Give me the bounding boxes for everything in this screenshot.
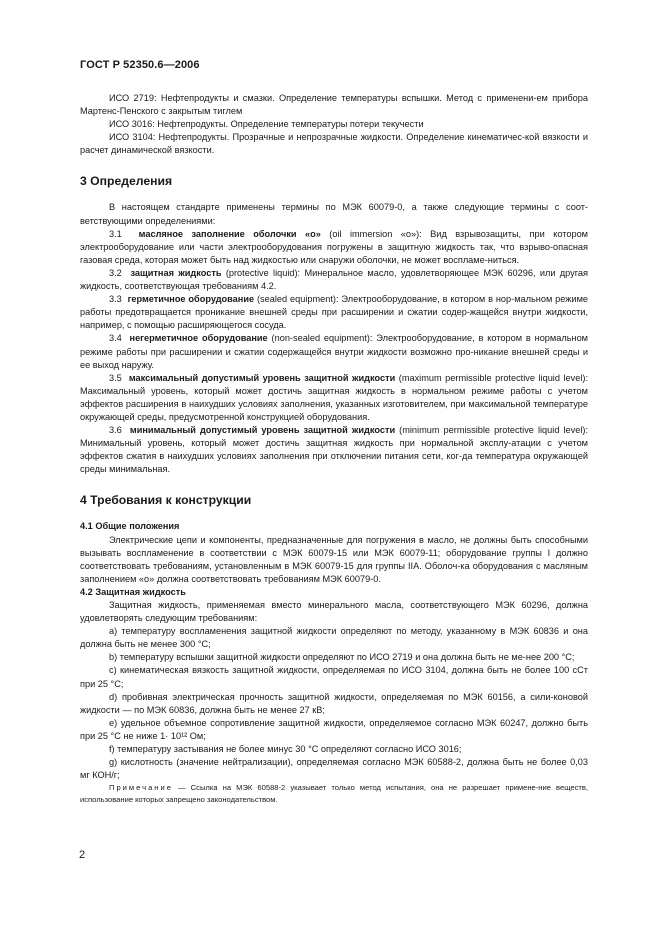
definition-number: 3.4 [109,333,122,344]
definition-text: (minimum permissible protective liquid level): Минимальный уровень, который может достичь защитная жидкость при нормальной эксплу-атации с учетом эффектов сжатия в наихудших условиях заполнения при отключении питания сети, ког-да температура окружающей среды минимальная. [80,425,588,475]
section-4-heading: 4 Требования к конструкции [80,493,252,508]
definition-3-6 [80,424,588,476]
definition-number: 3.3 [109,294,122,305]
reference-iso-3016: ИСО 3016: Нефтепродукты. Определение температуры потери текучести [109,119,424,130]
requirement-item-d: d) пробивная электрическая прочность защитной жидкости, определяемая по МЭК 60156, а сили-коновой жидкости — по МЭК 60836, должна быть не менее 27 кВ; [80,691,588,715]
document-body [80,92,588,806]
note-text: — Ссылка на МЭК 60588-2 указывает только метод испытания, она не разрешает примене-ние веществ, использование которых запрещено законодательством. [80,783,588,805]
document-header: ГОСТ Р 52350.6—2006 [80,59,200,71]
definition-term: масляное заполнение оболочки «о» [138,228,321,239]
definition-3-1 [80,228,588,267]
note [80,782,588,806]
page-number: 2 [79,849,86,861]
definition-text: (oil immersion «о»): Вид взрывозащиты, при котором электрооборудование или части электрооборудования погружены в защитную жидкость так, что взрыво-опасная газовая среда, которая может быть над жидкостью или снаружи оболочки, не может воспламе-ниться. [80,228,588,265]
reference-iso-3104: ИСО 3104: Нефтепродукты. Прозрачные и непрозрачные жидкости. Определение кинематичес-кой вязкости и расчет динамической вязкости. [80,132,588,156]
section-3-heading: 3 Определения [80,174,173,189]
definition-term: герметичное оборудование [127,294,255,305]
definition-3-5 [80,372,588,424]
definition-term: негерметичное оборудование [129,333,268,344]
definition-3-3 [80,293,588,332]
definition-text: (protective liquid): Минеральное масло, удовлетворяющее МЭК 60296, или другая жидкость, соответствующая требованиям 4.2. [80,267,588,292]
requirement-item-b: b) температуру вспышки защитной жидкости определяют по ИСО 2719 и она должна быть не ме-нее 200 °С; [109,652,575,663]
definition-text: (sealed equipment): Электрооборудование, в котором в нор-мальном режиме работы предотвращается проникание внешней среды при расширении и сжатии содер-жащейся внутри жидкости, например, с помощью расширяющегося сосуда. [80,294,588,331]
definition-text: (maximum permissible protective liquid level): Максимальный уровень, который может достичь защитная жидкость в нормальном режиме работы с учетом эффектов расширения в наихудших условиях заполнения, указанных изготовителем, при максимальной температуре окружающей среды, предусмотренной конструкцией оборудования. [80,372,588,422]
definition-number: 3.6 [109,425,122,436]
requirement-item-e: е) удельное объемное сопротивление защитной жидкости, определяемое согласно МЭК 60247, должно быть при 25 °С не ниже 1· 10¹² Ом; [80,717,588,741]
requirement-item-f: f) температуру застывания не более минус 30 °С определяют согласно ИСО 3016; [109,744,462,755]
definition-term: защитная жидкость [130,267,222,278]
subsection-4-2-heading: 4.2 Защитная жидкость [80,586,186,597]
definition-number: 3.2 [109,267,122,278]
definition-number: 3.5 [109,372,122,383]
subsection-4-1-text: Электрические цепи и компоненты, предназначенные для погружения в масло, не должны быть способными вызывать воспламенение в соответствии с МЭК 60079-15 или МЭК 60079-11; оборудование группы I должно соответствовать требованиям, установленным в МЭК 60079-15 для группы IIA. Оболоч-ка оборудования с масляным заполнением «о» должна соответствовать требованиям МЭК 60079-0. [80,534,588,584]
definition-text: (non-sealed equipment): Электрооборудование, в котором в нормальном режиме работы при расширении и сжатии содержащейся внутри жидкости возможно про-никание внешней среды и ее выход наружу. [80,333,588,370]
section-3-intro: В настоящем стандарте применены термины по МЭК 60079-0, а также следующие термины с соот-ветствующими определениями: [80,202,588,226]
definition-3-4 [80,332,588,371]
definition-number: 3.1 [109,228,122,239]
note-label: Примечание [109,783,173,793]
requirement-item-c: с) кинематическая вязкость защитной жидкости, определяемая по ИСО 3104, должна быть не более 100 сСт при 25 °С; [80,665,588,689]
definition-term: минимальный допустимый уровень защитной жидкости [129,425,396,436]
requirement-item-a: а) температуру воспламенения защитной жидкости определяют по методу, указанному в МЭК 60836 и она должна быть не менее 300 °С; [80,626,588,650]
definition-term: максимальный допустимый уровень защитной жидкости [128,372,396,383]
definition-3-2 [80,267,588,293]
requirement-item-g: g) кислотность (значение нейтрализации), определяемая согласно МЭК 60588-2, должна быть не более 0,03 мг КОН/г; [80,757,588,781]
subsection-4-1-heading: 4.1 Общие положения [80,521,180,532]
reference-iso-2719: ИСО 2719: Нефтепродукты и смазки. Определение температуры вспышки. Метод с применени-ем прибора Мартенс-Пенского с закрытым тиглем [80,93,588,117]
subsection-4-2-text: Защитная жидкость, применяемая вместо минерального масла, соответствующего МЭК 60296, должна удовлетворять следующим требованиям: [80,600,588,624]
